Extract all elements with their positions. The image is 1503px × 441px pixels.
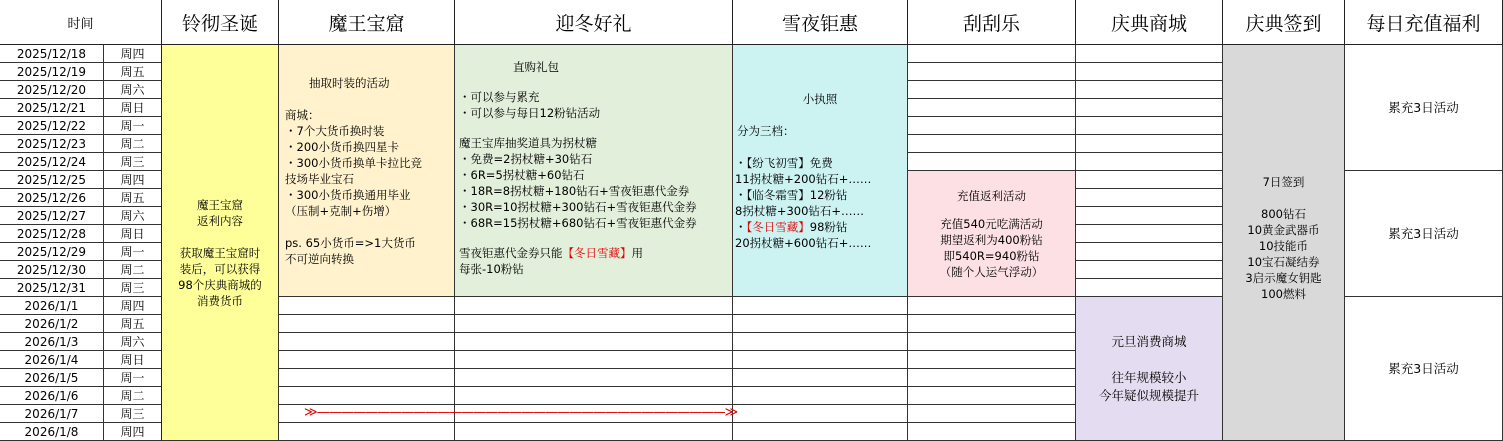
date-cell: 2025/12/18 [0,45,104,63]
grid-cell[interactable] [733,387,908,405]
grid-cell[interactable] [908,135,1076,153]
checkin-title: 7日签到 [1262,174,1305,189]
header-checkin: 庆典签到 [1223,0,1345,45]
weekday-cell: 周五 [104,63,162,81]
snow-night-tier3 [735,219,905,235]
grid-cell[interactable] [1076,135,1223,153]
grid-cell[interactable] [279,387,455,405]
grid-cell[interactable] [279,315,455,333]
tier3-suffix: 98粉钻 [809,220,848,234]
voucher-text-b: 用 [631,246,643,260]
tier3-red: 【冬日雪藏】 [746,220,810,234]
weekday-cell: 周四 [104,423,162,441]
snow-night-tiers: 分为三档： [737,124,795,138]
weekday-cell: 周五 [104,315,162,333]
grid-cell[interactable] [1076,243,1223,261]
grid-cell[interactable] [1076,189,1223,207]
weekday-cell: 周三 [104,405,162,423]
celebration-shop-body: 往年规模较小 今年疑似规模提升 [1098,369,1199,403]
weekday-cell: 周四 [104,297,162,315]
christmas-block [162,45,279,441]
grid-cell[interactable] [908,423,1076,441]
grid-cell[interactable] [908,63,1076,81]
header-daily-recharge: 每日充值福利 [1345,0,1503,45]
demon-cave-block [279,45,455,297]
weekday-cell: 周三 [104,153,162,171]
weekday-cell: 周五 [104,189,162,207]
grid-cell[interactable] [455,315,733,333]
grid-cell[interactable] [733,315,908,333]
weekday-cell: 周日 [104,99,162,117]
date-cell: 2026/1/1 [0,297,104,315]
date-cell: 2026/1/4 [0,351,104,369]
tier3-prefix: ・ [735,220,747,234]
date-cell: 2025/12/26 [0,189,104,207]
snow-night-block [733,45,908,297]
red-arrow: ≫——————————————————————————————————≫ [304,405,738,420]
scratch-title: 充值返利活动 [957,188,1026,203]
header-snow-night: 雪夜钜惠 [733,0,908,45]
header-christmas: 铃彻圣诞 [162,0,279,45]
grid-cell[interactable] [908,117,1076,135]
grid-cell[interactable] [908,81,1076,99]
voucher-text-red: 【冬日雪藏】 [562,246,632,260]
daily-recharge-label-1: 累充3日活动 [1388,99,1459,115]
grid-cell[interactable] [279,297,455,315]
snow-night-title: 小执照 [802,92,838,106]
date-cell: 2026/1/3 [0,333,104,351]
grid-cell[interactable] [455,369,733,387]
grid-cell[interactable] [908,297,1076,315]
scratch-block [908,171,1076,297]
checkin-rewards: 800钻石 10黄金武器币 10技能币 10宝石凝结券 3启示魔女钥匙 100燃料 [1245,206,1322,301]
grid-cell[interactable] [733,369,908,387]
winter-gift-block [455,45,733,297]
grid-cell[interactable] [908,351,1076,369]
header-winter-gift: 迎冬好礼 [455,0,733,45]
weekday-cell: 周一 [104,243,162,261]
grid-cell[interactable] [279,351,455,369]
grid-cell[interactable] [1076,207,1223,225]
date-cell: 2026/1/5 [0,369,104,387]
grid-cell[interactable] [279,423,455,441]
voucher-text-a: 雪夜钜惠代金券只能 [459,246,563,260]
weekday-cell: 周六 [104,333,162,351]
date-cell: 2025/12/27 [0,207,104,225]
grid-cell[interactable] [1076,153,1223,171]
grid-cell[interactable] [733,423,908,441]
christmas-title: 魔王宝窟 返利内容 [197,197,243,228]
date-cell: 2025/12/25 [0,171,104,189]
daily-recharge-label-2: 累充3日活动 [1388,225,1459,241]
grid-cell[interactable] [1076,117,1223,135]
grid-cell[interactable] [1076,171,1223,189]
date-cell: 2025/12/28 [0,225,104,243]
winter-gift-title: 直购礼包 [513,60,559,74]
date-cell: 2025/12/24 [0,153,104,171]
daily-recharge-block-2 [1345,171,1503,297]
header-scratch: 刮刮乐 [908,0,1076,45]
grid-cell[interactable] [733,333,908,351]
date-cell: 2025/12/23 [0,135,104,153]
grid-cell[interactable] [908,315,1076,333]
grid-cell[interactable] [279,333,455,351]
date-cell: 2026/1/7 [0,405,104,423]
snow-night-tier1: ・【纷飞初雪】免费 11拐杖糖+200钻石+…… [735,156,872,186]
grid-cell[interactable] [908,369,1076,387]
grid-cell[interactable] [1076,225,1223,243]
weekday-cell: 周日 [104,351,162,369]
christmas-body: 获取魔王宝窟时 装后，可以获得 98个庆典商城的 消费货币 [178,245,262,308]
checkin-block [1223,45,1345,441]
grid-cell[interactable] [1076,99,1223,117]
grid-cell[interactable] [733,351,908,369]
grid-cell[interactable] [1076,63,1223,81]
weekday-cell: 周一 [104,117,162,135]
grid-cell[interactable] [1076,279,1223,297]
date-cell: 2025/12/31 [0,279,104,297]
snow-night-tier2: ・【临冬霜雪】12粉钻 8拐杖糖+300钻石+…… [735,188,865,218]
grid-cell[interactable] [908,387,1076,405]
header-time: 时间 [0,0,162,45]
weekday-cell: 周四 [104,45,162,63]
winter-gift-draw: 魔王宝库抽奖道具为拐杖糖 ・免费=2拐杖糖+30钻石 ・6R=5拐杖糖+60钻石 ・18R=8拐杖糖+180钻石+雪夜钜惠代金券 ・30R=10拐杖糖+300钻石+雪夜钜惠代金券 ・68R=15拐杖糖+680钻石+雪夜钜惠代金券 [459,136,697,230]
date-cell: 2025/12/29 [0,243,104,261]
weekday-cell: 周二 [104,135,162,153]
date-cell: 2026/1/8 [0,423,104,441]
grid-cell[interactable] [908,45,1076,63]
date-cell: 2025/12/19 [0,63,104,81]
date-cell: 2025/12/22 [0,117,104,135]
weekday-cell: 周四 [104,171,162,189]
weekday-cell: 周一 [104,369,162,387]
grid-cell[interactable] [908,333,1076,351]
tier3-detail: 20拐杖糖+600钻石+…… [735,236,872,250]
grid-cell[interactable] [455,297,733,315]
weekday-cell: 周二 [104,261,162,279]
daily-recharge-block-1 [1345,45,1503,171]
demon-cave-note: ps. 65小货币=>1大货币 不可逆向转换 [285,236,416,266]
celebration-shop-title: 元旦消费商城 [1111,333,1187,349]
grid-cell[interactable] [455,333,733,351]
grid-cell[interactable] [455,387,733,405]
grid-cell[interactable] [455,423,733,441]
weekday-cell: 周三 [104,279,162,297]
celebration-shop-block [1076,297,1223,441]
grid-cell[interactable] [733,297,908,315]
grid-cell[interactable] [908,99,1076,117]
grid-cell[interactable] [1076,261,1223,279]
daily-recharge-block-3 [1345,297,1503,441]
demon-cave-shop: 商城： ・7个大货币换时装 ・200小货币换四星卡 ・300小货币换单卡拉比竞 技场毕业宝石 ・300小货币换通用毕业 （压制+克制+伤增） [285,108,422,218]
date-cell: 2025/12/30 [0,261,104,279]
grid-cell[interactable] [279,369,455,387]
weekday-cell: 周六 [104,81,162,99]
date-cell: 2025/12/21 [0,99,104,117]
weekday-cell: 周日 [104,225,162,243]
grid-cell[interactable] [455,351,733,369]
winter-gift-voucher [459,245,728,261]
winter-gift-features: ・可以参与累充 ・可以参与每日12粉钻活动 [459,90,601,120]
weekday-cell: 周二 [104,387,162,405]
header-celebration-shop: 庆典商城 [1076,0,1223,45]
header-demon-cave: 魔王宝窟 [279,0,455,45]
date-cell: 2026/1/6 [0,387,104,405]
voucher-text-c: 每张-10粉钻 [459,262,524,276]
grid-cell[interactable] [1076,45,1223,63]
date-cell: 2026/1/2 [0,315,104,333]
grid-cell[interactable] [908,153,1076,171]
weekday-cell: 周六 [104,207,162,225]
demon-cave-title: 抽取时装的活动 [309,76,390,90]
daily-recharge-label-3: 累充3日活动 [1388,360,1459,376]
date-cell: 2025/12/20 [0,81,104,99]
scratch-body: 充值540元吃满活动 期望返利为400粉钻 即540R=940粉钻 （随个人运气浮动） [939,216,1044,279]
grid-cell[interactable] [1076,81,1223,99]
